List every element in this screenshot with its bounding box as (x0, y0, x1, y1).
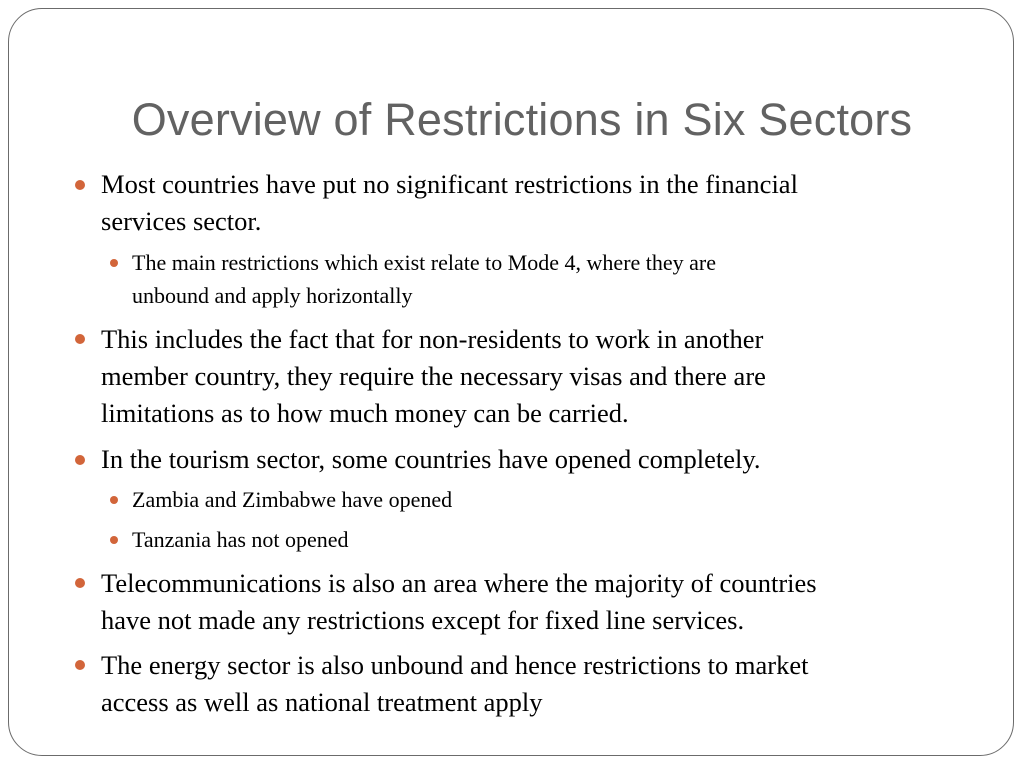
bullet-item-3-line-1: In the tourism sector, some countries have opened completely. (101, 444, 761, 474)
sub-bullet-dot-icon (110, 496, 118, 504)
bullet-dot-icon (75, 660, 85, 670)
slide-title: Overview of Restrictions in Six Sectors (131, 94, 913, 145)
bullet-item-1-line-1: Most countries have put no significant restrictions in the financial (101, 169, 798, 199)
bullet-item-2-line-1: This includes the fact that for non-residents to work in another (101, 324, 764, 354)
bullet-item-5-line-1: The energy sector is also unbound and hence restrictions to market (101, 650, 809, 680)
bullet-item-4-line-2: have not made any restrictions except for fixed line services. (101, 605, 745, 635)
sub-bullet-item-3: Tanzania has not opened (132, 527, 349, 552)
bullet-item-5-line-2: access as well as national treatment apply (101, 687, 543, 717)
sub-bullet-item-1-line-2: unbound and apply horizontally (132, 283, 413, 308)
sub-bullet-dot-icon (110, 259, 118, 267)
bullet-item-2-line-2: member country, they require the necessary visas and there are (101, 361, 766, 391)
bullet-dot-icon (75, 578, 85, 588)
bullet-dot-icon (75, 455, 85, 465)
bullet-item-4-line-1: Telecommunications is also an area where the majority of countries (101, 568, 817, 598)
bullet-dot-icon (75, 334, 85, 344)
bullet-item-2-line-3: limitations as to how much money can be carried. (101, 398, 629, 428)
bullet-item-1-line-2: services sector. (101, 206, 262, 236)
bullet-dot-icon (75, 180, 85, 190)
sub-bullet-dot-icon (110, 536, 118, 544)
sub-bullet-item-1-line-1: The main restrictions which exist relate to Mode 4, where they are (132, 250, 717, 275)
sub-bullet-item-2: Zambia and Zimbabwe have opened (132, 487, 453, 512)
